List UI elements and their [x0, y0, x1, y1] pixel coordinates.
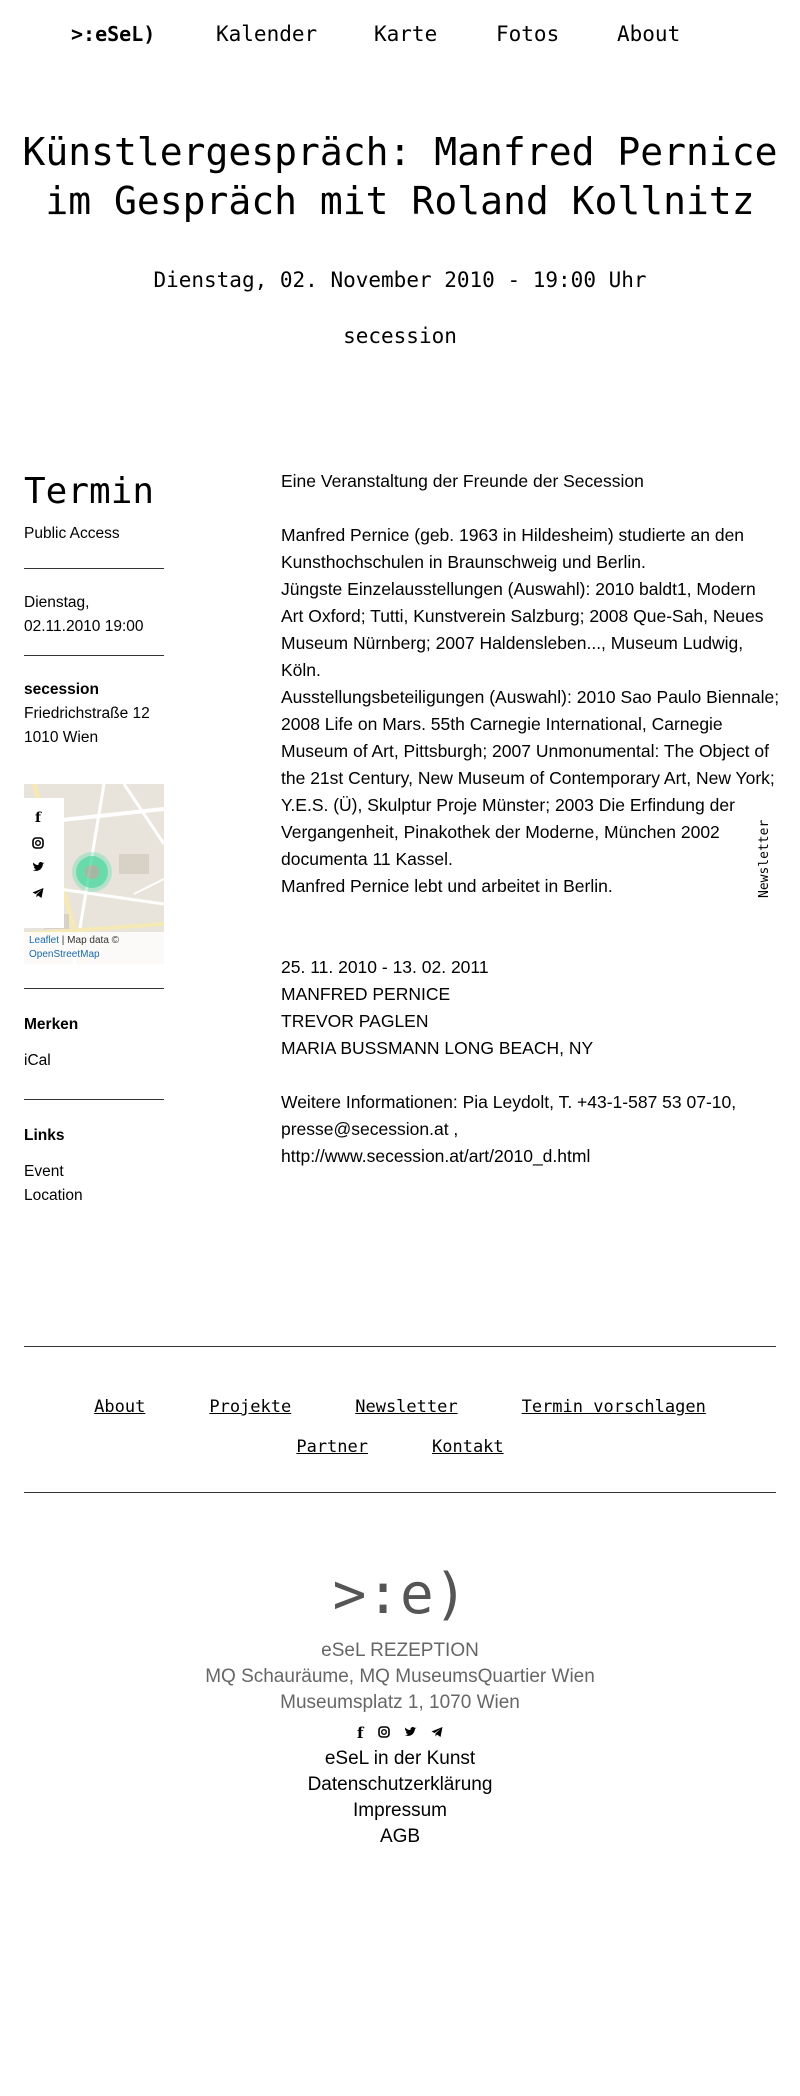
telegram-icon[interactable] — [26, 886, 50, 906]
access-label: Public Access — [24, 525, 120, 542]
map-marker[interactable] — [76, 856, 108, 888]
divider — [24, 988, 164, 989]
twitter-icon[interactable] — [404, 1725, 417, 1742]
termin-sidebar-lower — [24, 988, 164, 1208]
instagram-icon[interactable] — [26, 836, 50, 856]
footer-about-link[interactable]: About — [94, 1397, 146, 1417]
footer-link-impressum[interactable]: Impressum — [353, 1800, 447, 1821]
footer-org: eSeL REZEPTION — [321, 1640, 479, 1661]
nav-about[interactable]: About — [617, 22, 681, 46]
footer-logo[interactable]: >:e) — [332, 1562, 468, 1627]
footer-kontakt-link[interactable]: Kontakt — [432, 1437, 504, 1457]
date-line-2: 02.11.2010 19:00 — [24, 618, 144, 635]
venue-street: Friedrichstraße 12 — [24, 705, 150, 722]
footer-termin-vorschlagen-link[interactable]: Termin vorschlagen — [521, 1397, 706, 1417]
location-map[interactable] — [24, 784, 164, 964]
map-attribution — [24, 932, 164, 964]
leaflet-link[interactable]: Leaflet — [29, 935, 60, 946]
solo-exhibitions: Jüngste Einzelausstellungen (Auswahl): 2010 baldt1, Modern Art Oxford; Tutti, Kunstverein Salzburg; 2008 Que-Sah, Neues Museum Nürnberg; 2007 Haldensleben..., Museum Ludwig, Köln. — [281, 579, 764, 680]
artist-2: TREVOR PAGLEN — [281, 1011, 429, 1031]
footer-link-agb[interactable]: AGB — [379, 1826, 421, 1847]
ical-link[interactable]: iCal — [24, 1052, 51, 1069]
group-exhibitions: Ausstellungsbeteiligungen (Auswahl): 2010 Sao Paulo Biennale; 2008 Life on Mars. 55th Carnegie International, Carnegie Museum of Art, Pittsburgh; 2007 Unmonumental: The Object of the 21st Century, New Museum of Contemporary Art, New York; Y.E.S. (Ü), Skulptur Proje Münster; 2003 Die Erfindung der Vergangenheit, Pinakothek der Moderne, München 2002 documenta 11 Kassel. — [281, 687, 780, 869]
footer-projekte-link[interactable]: Projekte — [209, 1397, 292, 1417]
top-navigation — [0, 22, 800, 52]
map-marker-center — [85, 865, 99, 879]
event-date: Dienstag, 02. November 2010 - 19:00 Uhr — [153, 268, 647, 292]
divider — [24, 568, 164, 569]
info-email[interactable]: presse@secession.at , — [281, 1119, 459, 1139]
exhibition-dates: 25. 11. 2010 - 13. 02. 2011 — [281, 957, 489, 977]
footer-link-datenschutz[interactable]: Datenschutzerklärung — [307, 1774, 493, 1795]
event-venue[interactable]: secession — [343, 324, 457, 348]
footer-social-icons — [0, 1724, 800, 1742]
footer-navigation — [0, 1387, 800, 1467]
intro-text: Eine Veranstaltung der Freunde der Secession — [281, 471, 644, 491]
artist-1: MANFRED PERNICE — [281, 984, 451, 1004]
telegram-icon[interactable] — [431, 1725, 443, 1742]
event-header — [0, 128, 800, 348]
footer-link-esel-kunst[interactable]: eSeL in der Kunst — [324, 1748, 476, 1769]
termin-sidebar — [24, 470, 164, 750]
date-line-1: Dienstag, — [24, 594, 90, 611]
footer-divider-bottom — [24, 1492, 776, 1493]
location-link[interactable]: Location — [24, 1187, 83, 1204]
facebook-icon[interactable]: f — [357, 1724, 364, 1742]
info-line-1: Weitere Informationen: Pia Leydolt, T. +43-1-587 53 07-10, — [281, 1092, 737, 1112]
venue-city: 1010 Wien — [24, 729, 99, 746]
event-title: Künstlergespräch: Manfred Pernice im Gespräch mit Roland Kollnitz — [22, 130, 778, 223]
instagram-icon[interactable] — [378, 1725, 390, 1742]
nav-fotos[interactable]: Fotos — [496, 22, 560, 46]
newsletter-tab[interactable]: Newsletter — [757, 819, 772, 898]
termin-heading: Termin — [24, 471, 155, 512]
openstreetmap-link[interactable]: OpenStreetMap — [29, 949, 100, 960]
nav-karte[interactable]: Karte — [374, 22, 438, 46]
event-link[interactable]: Event — [24, 1163, 64, 1180]
twitter-icon[interactable] — [26, 860, 50, 880]
bio-text: Manfred Pernice (geb. 1963 in Hildesheim) studierte an den Kunsthochschulen in Braunschweig und Berlin. — [281, 525, 745, 572]
footer-divider-top — [24, 1346, 776, 1347]
venue-name[interactable]: secession — [24, 681, 99, 698]
info-url[interactable]: http://www.secession.at/art/2010_d.html — [281, 1146, 591, 1166]
artist-3: MARIA BUSSMANN LONG BEACH, NY — [281, 1038, 594, 1058]
merken-heading: Merken — [24, 1016, 79, 1033]
footer-links-row-2 — [0, 1427, 800, 1467]
footer-links-row-1 — [0, 1387, 800, 1427]
facebook-icon[interactable]: f — [34, 810, 42, 826]
site-footer — [0, 1560, 800, 1850]
nav-kalender[interactable]: Kalender — [216, 22, 318, 46]
divider — [24, 655, 164, 656]
footer-partner-link[interactable]: Partner — [296, 1437, 368, 1457]
footer-address-2: Museumsplatz 1, 1070 Wien — [280, 1692, 520, 1713]
footer-newsletter-link[interactable]: Newsletter — [355, 1397, 458, 1417]
footer-address-1: MQ Schauräume, MQ MuseumsQuartier Wien — [205, 1666, 595, 1687]
site-logo[interactable]: >:eSeL) — [71, 22, 156, 46]
links-heading: Links — [24, 1127, 65, 1144]
lives-text: Manfred Pernice lebt und arbeitet in Berlin. — [281, 876, 613, 896]
divider — [24, 1099, 164, 1100]
map-data-label: | Map data © — [59, 935, 120, 946]
event-description — [281, 468, 781, 1170]
social-share-bar — [24, 798, 64, 928]
